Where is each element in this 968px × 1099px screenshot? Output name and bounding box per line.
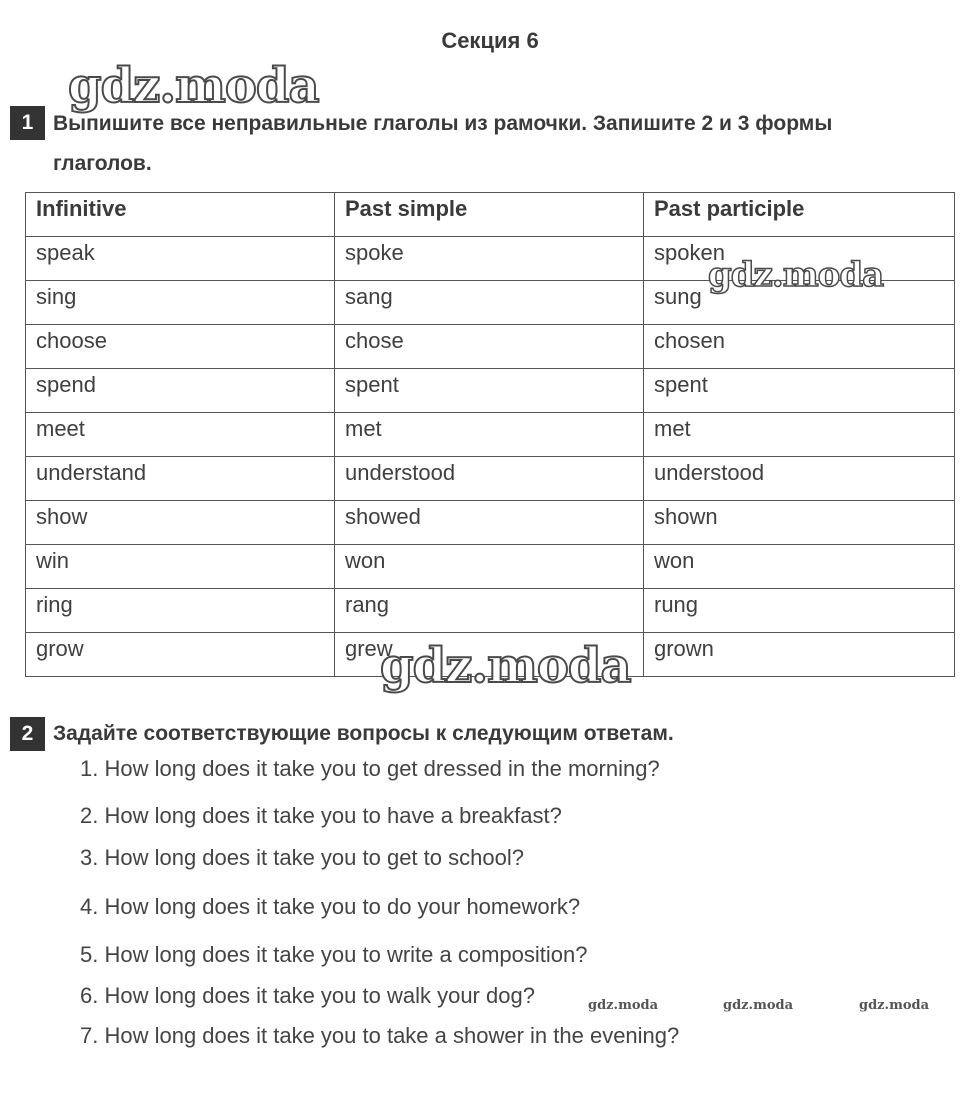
table-cell: ring (26, 589, 335, 633)
table-row (26, 369, 955, 413)
table-cell: spoke (335, 237, 644, 281)
list-item: 5. How long does it take you to write a composition? (80, 942, 588, 967)
table-cell: won (335, 545, 644, 589)
table-cell: sing (26, 281, 335, 325)
table-row (26, 545, 955, 589)
column-header: Past simple (335, 193, 644, 237)
table-cell: met (644, 413, 955, 457)
table-cell: understood (335, 457, 644, 501)
list-item: 6. How long does it take you to walk your dog? (80, 983, 535, 1008)
task-2-number: 2 (10, 717, 45, 751)
table-cell: spend (26, 369, 335, 413)
table-cell: shown (644, 501, 955, 545)
table-cell: sung (644, 281, 955, 325)
list-item: 7. How long does it take you to take a shower in the evening? (80, 1023, 680, 1048)
table-cell: spent (335, 369, 644, 413)
table-row (26, 413, 955, 457)
table-cell: show (26, 501, 335, 545)
table-cell: understand (26, 457, 335, 501)
column-header: Infinitive (26, 193, 335, 237)
table-cell: chosen (644, 325, 955, 369)
section-title: Секция 6 (441, 28, 539, 53)
table-cell: understood (644, 457, 955, 501)
watermark: gdz.moda (380, 638, 631, 694)
table-cell: meet (26, 413, 335, 457)
table-cell: speak (26, 237, 335, 281)
table-row (26, 325, 955, 369)
table-cell: spent (644, 369, 955, 413)
watermark: gdz.moda (68, 58, 319, 114)
table-cell: grown (644, 633, 955, 677)
table-row (26, 501, 955, 545)
task-2-instruction: Задайте соответствующие вопросы к следующим ответам. (53, 722, 674, 745)
table-header-row (26, 193, 955, 237)
table-cell: won (644, 545, 955, 589)
table-cell: spoken (644, 237, 955, 281)
column-header: Past participle (644, 193, 955, 237)
watermark: gdz.moda (723, 998, 794, 1013)
list-item: 4. How long does it take you to do your homework? (80, 894, 581, 919)
table-cell: rang (335, 589, 644, 633)
table-cell: showed (335, 501, 644, 545)
task-1-number: 1 (10, 106, 45, 140)
table-row (26, 589, 955, 633)
table-cell: met (335, 413, 644, 457)
watermark: gdz.moda (859, 998, 930, 1013)
list-item: 1. How long does it take you to get dressed in the morning? (80, 756, 660, 781)
table-cell: choose (26, 325, 335, 369)
table-cell: grow (26, 633, 335, 677)
table-cell: win (26, 545, 335, 589)
task-1-instruction-line-1: Выпишите все неправильные глаголы из рамочки. Запишите 2 и 3 формы (53, 112, 833, 135)
table-cell: grew (335, 633, 644, 677)
list-item: 3. How long does it take you to get to school? (80, 845, 524, 870)
table-row (26, 457, 955, 501)
table-cell: rung (644, 589, 955, 633)
watermark: gdz.moda (588, 998, 659, 1013)
list-item: 2. How long does it take you to have a breakfast? (80, 803, 562, 828)
table-cell: sang (335, 281, 644, 325)
task-1-instruction-line-2: глаголов. (53, 152, 152, 175)
watermark: gdz.moda (708, 255, 884, 295)
table-cell: chose (335, 325, 644, 369)
